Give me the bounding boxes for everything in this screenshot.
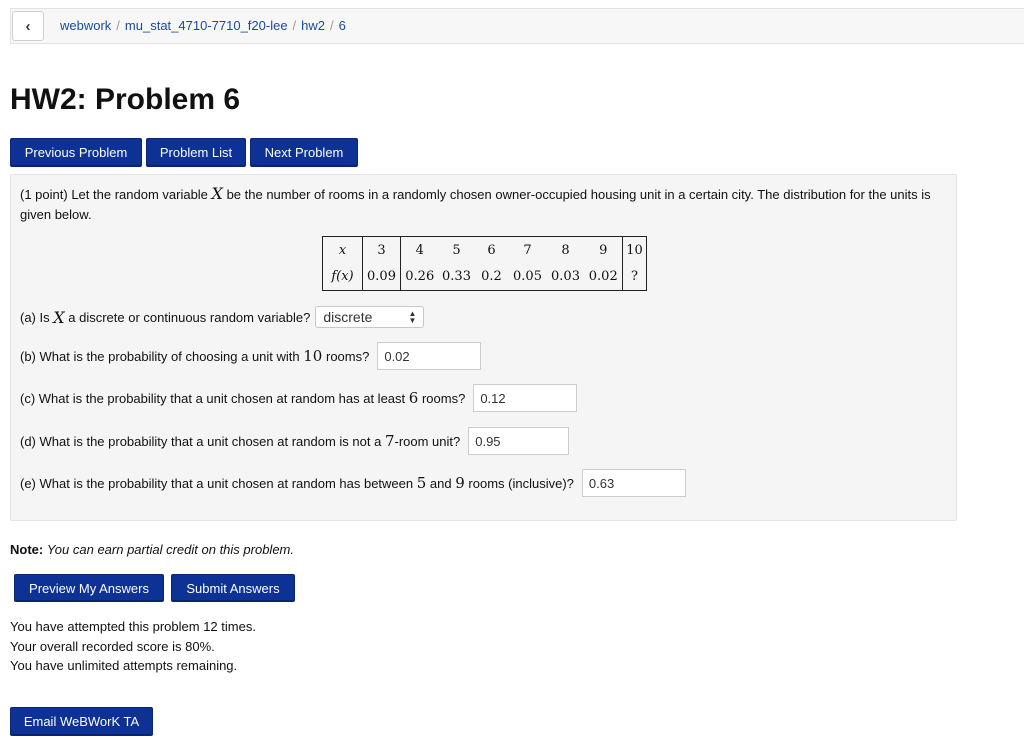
breadcrumb-set[interactable]: hw2: [301, 18, 326, 33]
question-b-num: 10: [303, 347, 323, 365]
remaining-text: You have unlimited attempts remaining.: [10, 658, 238, 673]
breadcrumb-separator: /: [330, 18, 334, 33]
breadcrumb-webwork[interactable]: webwork: [60, 18, 112, 33]
question-c-text: (c) What is the probability that a unit chosen at random has at least: [20, 390, 406, 406]
breadcrumb: [60, 18, 346, 33]
problem-intro: [20, 184, 945, 225]
email-ta-button[interactable]: Email WeBWorK TA: [10, 707, 153, 736]
f-cell: ?: [623, 264, 647, 291]
x-cell: 5: [439, 237, 475, 264]
score-text: Your overall recorded score is 80%.: [10, 638, 215, 654]
question-e-num2: 9: [455, 474, 465, 492]
next-problem-button[interactable]: Next Problem: [250, 138, 358, 167]
note-text: You can earn partial credit on this problem.: [46, 542, 294, 557]
breadcrumb-current: 6: [338, 18, 346, 33]
breadcrumb-separator: /: [292, 18, 297, 33]
breadcrumb-course[interactable]: mu_stat_4710-7710_f20-lee: [124, 18, 288, 33]
answer-c-input[interactable]: 0.12: [473, 384, 577, 412]
question-d-text: (d) What is the probability that a unit chosen at random is not a: [20, 433, 382, 449]
f-label-cell: f(x): [323, 264, 363, 291]
answer-e-input[interactable]: 0.63: [582, 469, 686, 497]
question-d-num: 7: [384, 432, 395, 450]
question-c: [20, 384, 577, 412]
question-e-text-after: rooms (inclusive)?: [468, 475, 574, 491]
preview-answers-button[interactable]: Preview My Answers: [14, 574, 164, 602]
x-cell: 6: [475, 237, 509, 264]
question-b-text: (b) What is the probability of choosing a unit with: [20, 348, 300, 364]
x-cell: 8: [547, 237, 585, 264]
question-c-num: 6: [408, 389, 419, 407]
x-label-cell: x: [323, 237, 363, 264]
question-b: [20, 342, 481, 370]
question-e-num1: 5: [416, 474, 427, 492]
problem-panel: [10, 174, 957, 521]
question-a-text: (a) Is: [20, 309, 50, 325]
question-d-text-after: -room unit?: [394, 433, 461, 449]
attempts-text: You have attempted this problem 12 times.: [10, 619, 256, 634]
problem-list-button[interactable]: Problem List: [146, 138, 246, 167]
table-row-f: [323, 264, 647, 291]
back-button[interactable]: [12, 11, 44, 41]
f-cell: 0.2: [475, 264, 509, 291]
question-d: [20, 427, 569, 455]
x-cell: 10: [623, 237, 647, 264]
f-cell: 0.33: [439, 264, 475, 291]
question-b-text-after: rooms?: [325, 348, 370, 364]
table-row-x: [323, 237, 647, 264]
chevron-left-icon: ‹: [25, 17, 31, 35]
page-title: HW2: Problem 6: [10, 83, 241, 116]
breadcrumb-separator: /: [116, 18, 120, 33]
updown-arrows-icon: ▲ ▼: [408, 309, 417, 325]
submit-answers-button[interactable]: Submit Answers: [171, 574, 295, 602]
question-a-text-after: a discrete or continuous random variable?: [68, 309, 311, 325]
breadcrumb-bar: [10, 8, 1024, 44]
question-a-var: X: [53, 307, 65, 327]
f-cell: 0.02: [585, 264, 623, 291]
partial-credit-note: [10, 542, 294, 557]
intro-text-before: Let the random variable: [71, 187, 208, 202]
question-c-text-after: rooms?: [421, 390, 466, 406]
f-cell: 0.26: [401, 264, 439, 291]
select-value: discrete: [323, 309, 373, 325]
answer-b-input[interactable]: 0.02: [377, 342, 481, 370]
x-cell: 7: [509, 237, 547, 264]
x-cell: 9: [585, 237, 623, 264]
f-cell: 0.05: [509, 264, 547, 291]
random-variable: X: [211, 184, 223, 203]
question-e: [20, 469, 686, 497]
attempt-status: [10, 617, 256, 676]
intro-text-after: be the number of rooms in a randomly chosen owner-occupied housing unit in a certain city. The distribution for the units is given below.: [20, 187, 931, 222]
x-cell: 3: [363, 237, 401, 264]
problem-points: (1 point): [20, 187, 68, 202]
f-cell: 0.09: [363, 264, 401, 291]
discrete-continuous-select[interactable]: [315, 306, 424, 328]
question-a: [20, 306, 424, 328]
question-e-mid: and: [429, 475, 452, 491]
x-cell: 4: [401, 237, 439, 264]
distribution-table: [322, 236, 647, 291]
note-label: Note:: [10, 542, 44, 557]
answer-d-input[interactable]: 0.95: [468, 427, 569, 455]
f-cell: 0.03: [547, 264, 585, 291]
previous-problem-button[interactable]: Previous Problem: [10, 138, 142, 167]
question-e-text: (e) What is the probability that a unit chosen at random has between: [20, 475, 414, 491]
